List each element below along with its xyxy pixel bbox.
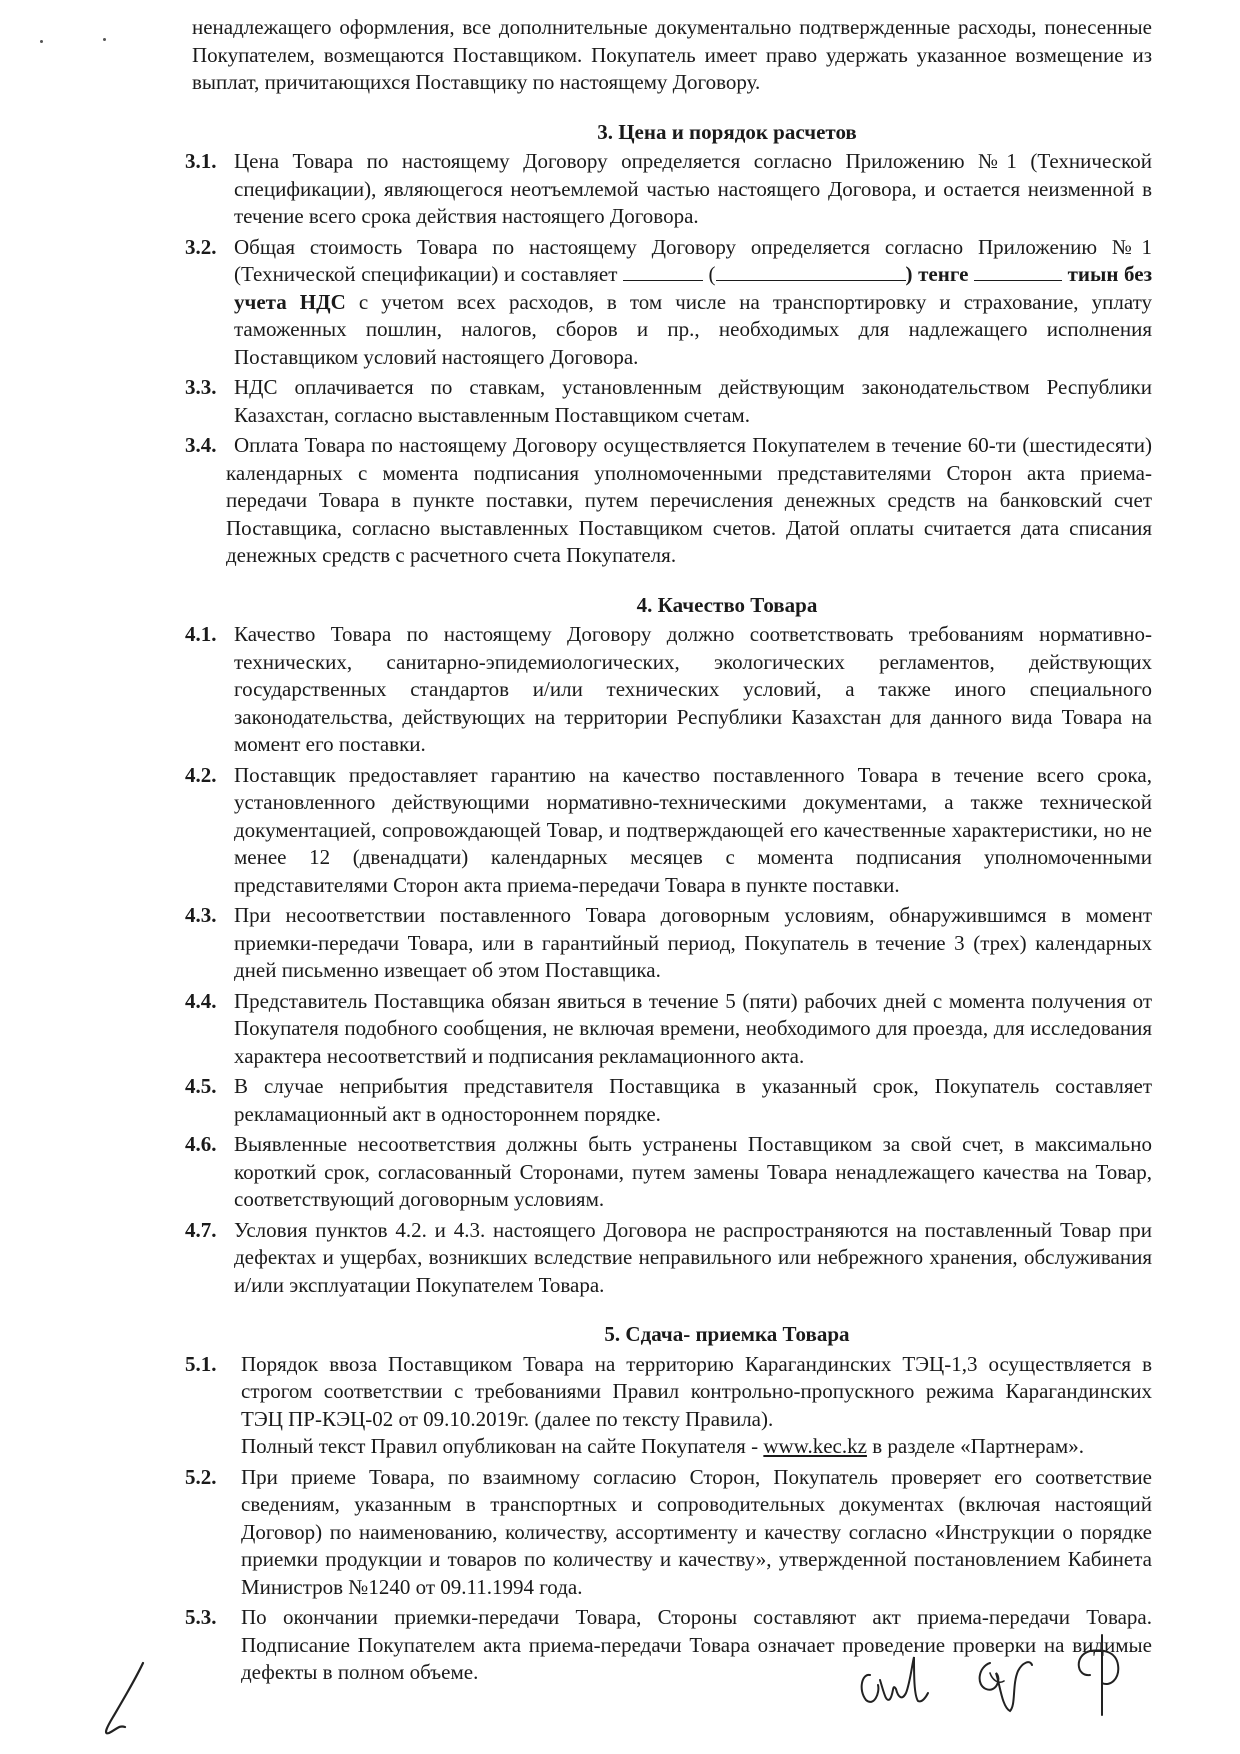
section-title-5: 5. Сдача- приемка Товара [604,1322,850,1346]
clause-number: 4.2. [185,762,217,787]
clause-text-continued [241,1433,1152,1461]
vat-note: тиын без учета НДС [234,262,1153,314]
currency-label: ) тенге [905,262,969,286]
clause-text-part: с учетом всех расходов, в том числе на транспортировку и страхование, уплату таможенных пошлин, налогов, сборов и пр., необходимых для надлежащего исполнения Поставщиком условий настоящего Договора. [234,289,1152,369]
scan-speck [40,40,43,43]
clause-text: Цена Товара по настоящему Договору определяется согласно Приложению №1 (Технической спецификации), являющегося неотъемлемой частью настоящего Договора, и остается неизменной в течение всего срока действия настоящего Договора. [234,149,1152,228]
clause-number: 5.3. [185,1605,217,1629]
clause-3-1 [185,148,1152,231]
clause-3-4 [185,432,1152,570]
document-body [185,14,1153,1690]
scan-speck [103,38,106,41]
clause-text: Порядок ввоза Поставщиком Товара на территорию Карагандинских ТЭЦ-1,3 осуществляется в строгом соответствии с требованиями Правил контрольно-пропускного режима Карагандинских ТЭЦ ПР-КЭЦ-02 от 09.10.2019г. (далее по тексту Правила). [241,1351,1152,1431]
clause-4-4 [185,988,1152,1071]
clause-number: 3.2. [185,234,217,259]
clause-number: 4.1. [185,622,217,646]
clause-text: Качество Товара по настоящему Договору должно соответствовать требованиям нормативно-технических, санитарно-эпидемиологических, экологических регламентов, действующих государственных стандартов и/или технических условий, а также иного специального законодательства, действующих на территории Республики Казахстан для данного вида Товара на момент его поставки. [234,622,1152,756]
clause-number: 4.4. [185,988,217,1013]
clause-4-6 [185,1131,1152,1214]
clause-3-3 [185,374,1152,429]
clause-text-part: в разделе «Партнерам». [872,1434,1084,1458]
clause-text: Общая стоимость Товара по настоящему Договору определяется согласно Приложению №1 (Технической спецификации) и составляет ( ) тенге тиын без учета НДС с учетом всех расходов, в том числе на транспортировку и страхование, уплату таможенных пошлин, налогов, сборов и пр., необходимых для надлежащего исполнения Поставщиком условий настоящего Договора. [234,234,1153,369]
clause-4-2 [185,762,1152,900]
clause-4-3 [185,902,1152,985]
clause-text: Условия пунктов 4.2. и 4.3. настоящего Договора не распространяются на поставленный Товар при дефектах и ущербах, возникших вследствие неправильного или небрежного хранения, обслуживания и/или эксплуатации Покупателем Товара. [234,1217,1152,1297]
clause-number: 3.3. [185,375,217,399]
clause-number: 4.5. [185,1074,217,1098]
clause-4-5 [185,1073,1152,1128]
clause-text: Оплата Товара по настоящему Договору осуществляется Покупателем в течение 60-ти (шестидесяти) календарных с момента подписания уполномоченными представителями Сторон акта приема-передачи Товара в пункте поставки, путем перечисления денежных средств на банковский счет Поставщика, согласно выставленных Поставщиком счетов. Датой оплаты считается дата списания денежных средств с расчетного счета Покупателя. [226,433,1152,567]
clause-text: Представитель Поставщика обязан явиться в течение 5 (пяти) рабочих дней с момента получения от Покупателя подобного сообщения, не включая времени, необходимого для проезда, для исследования характера несоответствий и подписания рекламационного акта. [234,988,1152,1068]
clause-text: При приеме Товара, по взаимному согласию Сторон, Покупатель проверяет его соответствие сведениям, указанным в транспортных и сопроводительных документах (включая настоящий Договор) по наименованию, количеству, ассортименту и качеству согласно «Инструкции о порядке приемки продукции и товаров по количеству и качеству», утвержденной постановлением Кабинета Министров №1240 от 09.11.1994 года. [241,1464,1152,1599]
blank-tiyn-field[interactable] [974,262,1062,281]
clause-5-1 [185,1351,1152,1461]
clause-text: В случае неприбытия представителя Поставщика в указанный срок, Покупатель составляет рекламационный акт в одностороннем порядке. [234,1074,1152,1126]
clause-text: Выявленные несоответствия должны быть устранены Поставщиком за свой счет, в максимально короткий срок, согласованный Сторонами, путем замены Товара ненадлежащего качества на Товар, соответствующий договорным условиям. [234,1132,1152,1211]
site-link[interactable]: www.kec.kz [763,1434,867,1458]
blank-amount-field[interactable] [623,262,703,281]
clause-5-2 [185,1464,1152,1602]
clause-number: 5.1. [185,1351,217,1376]
clause-number: 4.7. [185,1217,217,1242]
clause-4-7 [185,1217,1152,1300]
clause-text: Поставщик предоставляет гарантию на качество поставленного Товара в течение всего срока, установленного действующими нормативно-техническими документами, а также технической документацией, сопровождающей Товар, и подтверждающей его качественные характеристики, но не менее 12 (двенадцати) календарных месяцев с момента подписания уполномоченными представителями Сторон акта приема-передачи Товара в пункте поставки. [234,762,1152,897]
section-title-3: 3. Цена и порядок расчетов [597,119,857,144]
clause-number: 4.6. [185,1132,217,1156]
clause-number: 3.1. [185,149,217,173]
clause-number: 3.4. [185,433,217,457]
clause-number: 5.2. [185,1464,217,1489]
blank-amount-words-field[interactable] [716,262,906,281]
intro-paragraph: ненадлежащего оформления, все дополнительные документально подтвержденные расходы, понесенные Покупателем, возмещаются Поставщиком. Покупатель имеет право удержать указанное возмещение из выплат, причитающихся Поставщику по настоящему Договору. [192,15,1152,94]
clause-3-2 [185,234,1153,372]
clause-text-part: Общая стоимость Товара по настоящему Договору определяется согласно Приложению №1 (Технической спецификации) и составляет [234,234,1152,286]
clause-text: При несоответствии поставленного Товара договорным условиям, обнаружившимся в момент приемки-передачи Товара, или в гарантийный период, Покупатель в течение 3 (трех) календарных дней письменно извещает об этом Поставщика. [234,903,1152,982]
signature-initials [840,1615,1160,1725]
section-title-4: 4. Качество Товара [636,592,818,617]
clause-4-1 [185,621,1152,759]
clause-text: НДС оплачивается по ставкам, установленным действующим законодательством Республики Казахстан, согласно выставленным Поставщиком счетам. [234,375,1152,427]
clause-number: 4.3. [185,903,217,927]
clause-text: По окончании приемки-передачи Товара, Стороны составляют акт приема-передачи Товара. Подписание Покупателем акта приема-передачи Товара означает проведение проверки на видимые дефекты в полном объеме. [241,1605,1152,1684]
clause-text-part: Полный текст Правил опубликован на сайте Покупателя - [241,1434,759,1458]
handwritten-initial-mark [95,1655,155,1740]
